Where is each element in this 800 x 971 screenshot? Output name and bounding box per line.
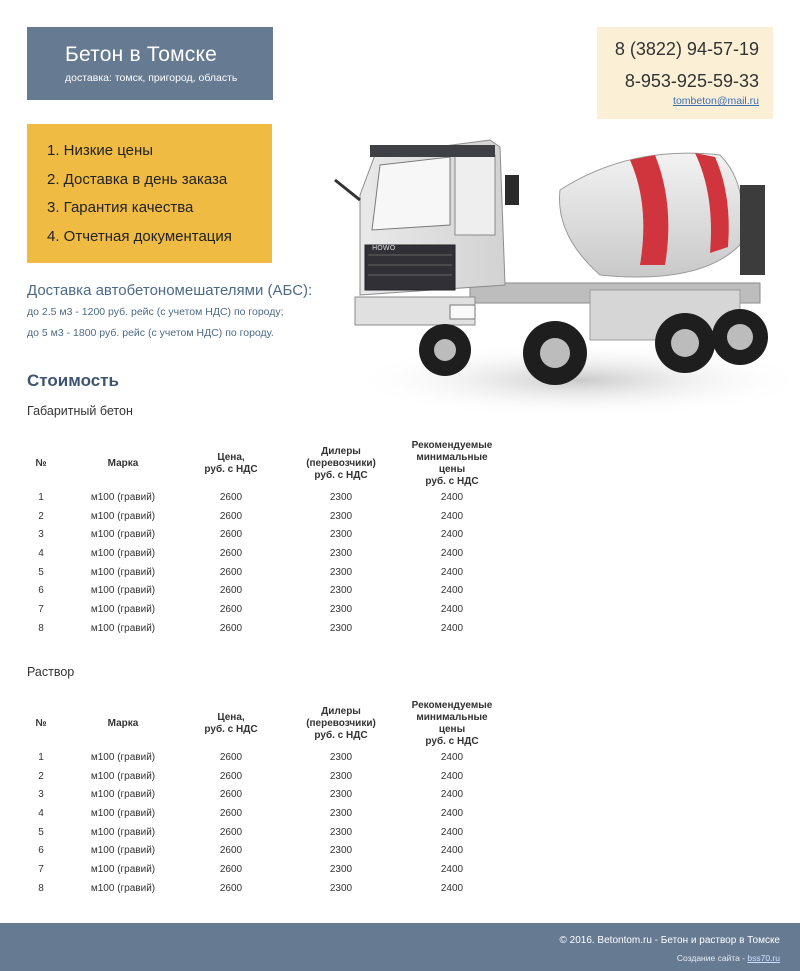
cell-price: 2600 xyxy=(219,845,243,857)
cell-brand: м100 (гравий) xyxy=(90,585,156,597)
cell-price: 2600 xyxy=(219,789,243,801)
cell-dealer-price: 2300 xyxy=(329,585,353,597)
cell-price: 2600 xyxy=(219,547,243,559)
cell-price: 2600 xyxy=(219,807,243,819)
col-header-brand: Марка xyxy=(107,718,139,729)
table-row xyxy=(27,879,493,898)
cell-price: 2600 xyxy=(219,826,243,838)
contact-box xyxy=(597,27,773,119)
cell-dealer-price: 2300 xyxy=(329,603,353,615)
cell-brand: м100 (гравий) xyxy=(90,770,156,782)
site-title: Бетон в Томске xyxy=(65,43,217,66)
cell-brand: м100 (гравий) xyxy=(90,566,156,578)
footer-copyright: © 2016. Betontom.ru - Бетон и раствор в Томске xyxy=(559,935,780,946)
cell-price: 2600 xyxy=(219,491,243,503)
cell-brand: м100 (гравий) xyxy=(90,863,156,875)
cell-num: 8 xyxy=(38,882,44,894)
cell-recommended-price: 2400 xyxy=(440,622,464,634)
phone-primary: 8 (3822) 94-57-19 xyxy=(614,39,759,59)
cell-brand: м100 (гравий) xyxy=(90,845,156,857)
table-row xyxy=(27,563,493,582)
table-header-row xyxy=(27,440,493,488)
delivery-line: до 5 м3 - 1800 руб. рейс (с учетом НДС) по городу. xyxy=(27,327,274,339)
cell-recommended-price: 2400 xyxy=(440,863,464,875)
table-row xyxy=(27,804,493,823)
cell-dealer-price: 2300 xyxy=(329,845,353,857)
table-row xyxy=(27,488,493,507)
table-row xyxy=(27,748,493,767)
phone-mobile: 8-953-925-59-33 xyxy=(624,71,759,91)
cell-dealer-price: 2300 xyxy=(329,807,353,819)
cell-price: 2600 xyxy=(219,585,243,597)
cell-num: 2 xyxy=(38,770,44,782)
cell-price: 2600 xyxy=(219,603,243,615)
advantage-item: 1. Низкие цены xyxy=(47,142,154,159)
table-row xyxy=(27,600,493,619)
footer-credits xyxy=(677,953,780,963)
cell-num: 4 xyxy=(38,547,44,559)
cell-dealer-price: 2300 xyxy=(329,622,353,634)
col-header-price: Цена, руб. с НДС xyxy=(204,452,258,475)
cell-recommended-price: 2400 xyxy=(440,603,464,615)
site-logo-box[interactable] xyxy=(27,27,273,100)
cell-num: 5 xyxy=(38,566,44,578)
cell-dealer-price: 2300 xyxy=(329,882,353,894)
table-row xyxy=(27,507,493,526)
cell-num: 1 xyxy=(38,751,44,763)
cell-num: 4 xyxy=(38,807,44,819)
table-row xyxy=(27,619,493,638)
cell-num: 7 xyxy=(38,603,44,615)
price-table-concrete xyxy=(27,440,493,638)
site-subtitle: доставка: томск, пригород, область xyxy=(65,72,238,84)
cell-brand: м100 (гравий) xyxy=(90,807,156,819)
cell-recommended-price: 2400 xyxy=(440,566,464,578)
cell-brand: м100 (гравий) xyxy=(90,622,156,634)
cell-recommended-price: 2400 xyxy=(440,826,464,838)
table-row xyxy=(27,785,493,804)
cell-dealer-price: 2300 xyxy=(329,751,353,763)
cell-dealer-price: 2300 xyxy=(329,510,353,522)
cell-brand: м100 (гравий) xyxy=(90,603,156,615)
cell-num: 5 xyxy=(38,826,44,838)
col-header-dealers: Дилеры (перевозчики) руб. с НДС xyxy=(306,706,376,741)
col-header-dealers: Дилеры (перевозчики) руб. с НДС xyxy=(306,446,376,481)
cell-recommended-price: 2400 xyxy=(440,529,464,541)
table-header-row xyxy=(27,700,493,748)
advantages-list xyxy=(47,141,232,255)
cell-dealer-price: 2300 xyxy=(329,566,353,578)
col-header-recommended: Рекомендуемые минимальные цены руб. с НДС xyxy=(411,440,493,487)
cell-recommended-price: 2400 xyxy=(440,789,464,801)
cell-num: 1 xyxy=(38,491,44,503)
cell-dealer-price: 2300 xyxy=(329,529,353,541)
col-header-num: № xyxy=(35,458,47,469)
cell-brand: м100 (гравий) xyxy=(90,547,156,559)
cell-price: 2600 xyxy=(219,751,243,763)
cell-brand: м100 (гравий) xyxy=(90,826,156,838)
cell-num: 2 xyxy=(38,510,44,522)
cell-dealer-price: 2300 xyxy=(329,789,353,801)
cell-num: 7 xyxy=(38,863,44,875)
cell-price: 2600 xyxy=(219,770,243,782)
cell-price: 2600 xyxy=(219,863,243,875)
delivery-line: до 2.5 м3 - 1200 руб. рейс (с учетом НДС) по городу; xyxy=(27,306,284,318)
col-header-brand: Марка xyxy=(107,458,139,469)
advantage-item: 2. Доставка в день заказа xyxy=(47,170,228,188)
cell-dealer-price: 2300 xyxy=(329,547,353,559)
advantages-box xyxy=(27,124,272,263)
cell-dealer-price: 2300 xyxy=(329,491,353,503)
cell-recommended-price: 2400 xyxy=(440,770,464,782)
concrete-mixer-truck-image xyxy=(300,125,800,420)
cell-price: 2600 xyxy=(219,622,243,634)
footer xyxy=(0,923,800,971)
credits-prefix: Создание сайта - xyxy=(676,953,748,963)
section-label-concrete: Габаритный бетон xyxy=(27,404,133,418)
table-row xyxy=(27,544,493,563)
advantage-item: 4. Отчетная документация xyxy=(47,227,232,245)
cell-num: 6 xyxy=(38,585,44,597)
cell-brand: м100 (гравий) xyxy=(90,882,156,894)
col-header-num: № xyxy=(35,718,47,729)
cell-brand: м100 (гравий) xyxy=(90,751,156,763)
col-header-price: Цена, руб. с НДС xyxy=(204,712,258,735)
cell-recommended-price: 2400 xyxy=(440,547,464,559)
cell-recommended-price: 2400 xyxy=(440,845,464,857)
table-row xyxy=(27,581,493,600)
cell-price: 2600 xyxy=(219,566,243,578)
cell-num: 6 xyxy=(38,845,44,857)
cell-recommended-price: 2400 xyxy=(440,585,464,597)
cell-num: 3 xyxy=(38,789,44,801)
cell-price: 2600 xyxy=(219,882,243,894)
table-row xyxy=(27,525,493,544)
col-header-recommended: Рекомендуемые минимальные цены руб. с НДС xyxy=(411,700,493,747)
cell-brand: м100 (гравий) xyxy=(90,789,156,801)
cell-recommended-price: 2400 xyxy=(440,491,464,503)
table-row xyxy=(27,841,493,860)
cell-recommended-price: 2400 xyxy=(440,807,464,819)
cell-recommended-price: 2400 xyxy=(440,882,464,894)
cell-recommended-price: 2400 xyxy=(440,510,464,522)
table-row xyxy=(27,767,493,786)
section-label-mortar: Раствор xyxy=(27,665,75,679)
cost-section-title: Стоимость xyxy=(27,371,119,390)
cell-brand: м100 (гравий) xyxy=(90,491,156,503)
email-link[interactable]: tombeton@mail.ru xyxy=(673,95,759,107)
cell-dealer-price: 2300 xyxy=(329,770,353,782)
cell-num: 8 xyxy=(38,622,44,634)
table-row xyxy=(27,860,493,879)
cell-brand: м100 (гравий) xyxy=(90,529,156,541)
cell-num: 3 xyxy=(38,529,44,541)
cell-price: 2600 xyxy=(219,529,243,541)
cell-brand: м100 (гравий) xyxy=(90,510,156,522)
truck-brand-text: HOWO xyxy=(372,244,396,252)
developer-link[interactable]: bss70.ru xyxy=(747,953,780,963)
cell-dealer-price: 2300 xyxy=(329,826,353,838)
delivery-title: Доставка автобетономешателями (АБС): xyxy=(27,282,313,299)
price-table-mortar xyxy=(27,700,493,898)
cell-dealer-price: 2300 xyxy=(329,863,353,875)
advantage-item: 3. Гарантия качества xyxy=(47,199,194,216)
table-row xyxy=(27,823,493,842)
cell-price: 2600 xyxy=(219,510,243,522)
cell-recommended-price: 2400 xyxy=(440,751,464,763)
